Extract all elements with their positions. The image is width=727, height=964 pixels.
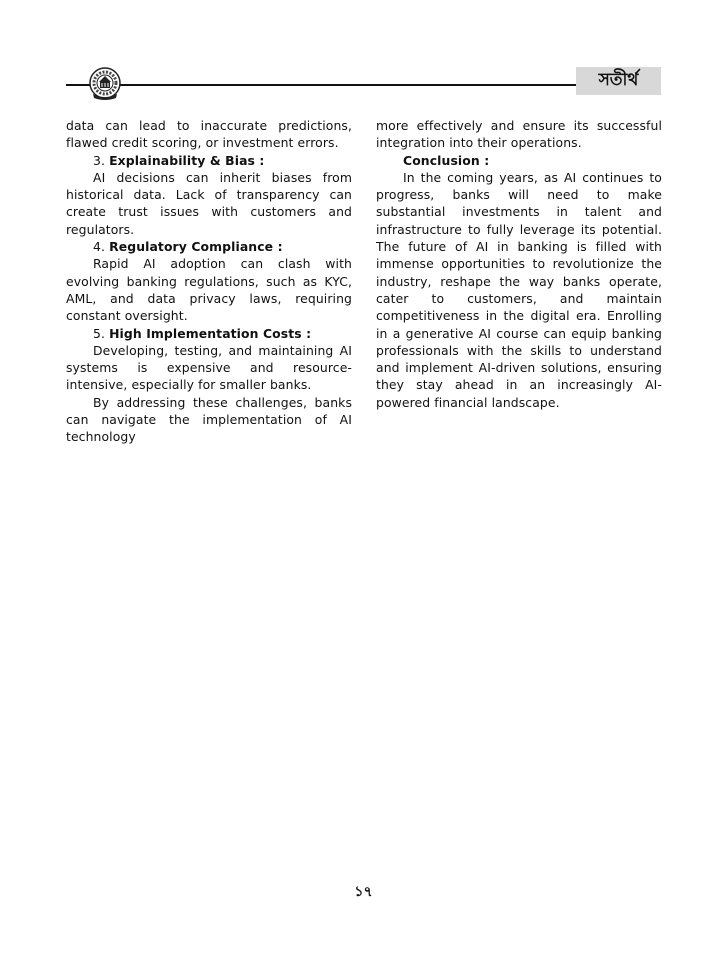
section-body: Rapid AI adoption can clash with evolving banking regulations, such as KYC, AML, and data privacy laws, requiring constant oversight. <box>66 256 352 324</box>
left-column <box>66 117 352 446</box>
conclusion-body: In the coming years, as AI continues to progress, banks will need to make substantial investments in talent and infrastructure to fully leverage its potential. The future of AI in banking is filled with immense opportunities to revolutionize the industry, reshape the way banks operate, cater to customers, and maintain competitiveness in the digital era. Enrolling in a generative AI course can equip banking professionals with the skills to understand and implement AI-driven solutions, ensuring they stay ahead in an increasingly AI-powered financial landscape. <box>376 169 662 410</box>
right-column <box>376 117 662 411</box>
section-heading: 3. Explainability & Bias : <box>93 152 265 168</box>
continuation-paragraph: more effectively and ensure its successful integration into their operations. <box>376 118 662 151</box>
closing-paragraph: By addressing these challenges, banks can navigate the implementation of AI technology <box>66 394 352 445</box>
page-number: ১৭ <box>354 884 373 900</box>
conclusion-heading: Conclusion : <box>403 152 490 168</box>
section-heading: 5. High Implementation Costs : <box>93 325 312 341</box>
continuation-paragraph: data can lead to inaccurate predictions, flawed credit scoring, or investment errors. <box>66 118 352 151</box>
journal-title-box <box>576 67 661 95</box>
header-rule <box>66 84 578 86</box>
journal-title: সতীর্থ <box>598 70 639 90</box>
section-body: Developing, testing, and maintaining AI systems is expensive and resource-intensive, especially for smaller banks. <box>66 342 352 393</box>
section-heading: 4. Regulatory Compliance : <box>93 239 283 255</box>
institution-emblem-icon <box>88 67 122 101</box>
section-body: AI decisions can inherit biases from historical data. Lack of transparency can create trust issues with customers and regulators. <box>66 169 352 237</box>
